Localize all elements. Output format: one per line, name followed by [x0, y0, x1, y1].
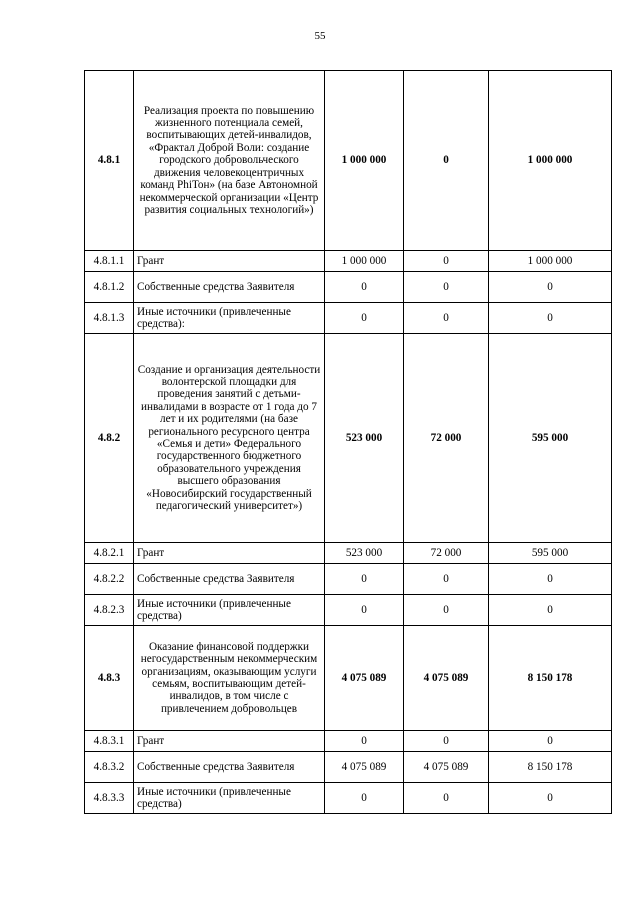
sub-row: [85, 272, 612, 303]
item-code: 4.8.1.2: [85, 272, 134, 303]
amount-col-1: 4 075 089: [325, 752, 404, 783]
item-code: 4.8.3: [85, 626, 134, 731]
sub-row: [85, 303, 612, 334]
amount-col-1: 1 000 000: [325, 71, 404, 251]
item-description: Собственные средства Заявителя: [134, 752, 325, 783]
sub-row: [85, 731, 612, 752]
item-description: Грант: [134, 251, 325, 272]
sub-row: [85, 752, 612, 783]
amount-col-2: 4 075 089: [404, 626, 489, 731]
amount-col-1: 0: [325, 272, 404, 303]
amount-col-1: 1 000 000: [325, 251, 404, 272]
amount-col-1: 0: [325, 303, 404, 334]
amount-col-2: 0: [404, 595, 489, 626]
amount-col-1: 523 000: [325, 543, 404, 564]
amount-col-2: 0: [404, 71, 489, 251]
item-code: 4.8.1.1: [85, 251, 134, 272]
amount-col-2: 0: [404, 783, 489, 814]
item-description: Собственные средства Заявителя: [134, 272, 325, 303]
sub-row: [85, 251, 612, 272]
item-code: 4.8.3.3: [85, 783, 134, 814]
amount-col-2: 0: [404, 303, 489, 334]
amount-col-1: 0: [325, 731, 404, 752]
sub-row: [85, 783, 612, 814]
item-description: Реализация проекта по повышению жизненного потенциала семей, воспитывающих детей-инвалидов, «Фрактал Доброй Воли: создание городского добровольческого движения человекоцентричных команд PhiТон» (на базе Автономной некоммерческой организации «Центр развития социальных технологий»): [134, 71, 325, 251]
amount-total: 0: [489, 272, 612, 303]
budget-table: [84, 70, 612, 814]
item-code: 4.8.3.2: [85, 752, 134, 783]
amount-total: 0: [489, 783, 612, 814]
item-description: Грант: [134, 543, 325, 564]
amount-total: 0: [489, 731, 612, 752]
item-description: Собственные средства Заявителя: [134, 564, 325, 595]
item-code: 4.8.3.1: [85, 731, 134, 752]
amount-total: 0: [489, 303, 612, 334]
amount-total: 0: [489, 595, 612, 626]
amount-col-1: 523 000: [325, 334, 404, 543]
sub-row: [85, 564, 612, 595]
item-description: Иные источники (привлеченные средства): [134, 595, 325, 626]
item-code: 4.8.1: [85, 71, 134, 251]
amount-col-2: 4 075 089: [404, 752, 489, 783]
amount-col-2: 72 000: [404, 334, 489, 543]
page-number: 55: [314, 30, 326, 42]
item-code: 4.8.2.2: [85, 564, 134, 595]
amount-col-2: 0: [404, 564, 489, 595]
item-description: Иные источники (привлеченные средства): [134, 783, 325, 814]
sub-row: [85, 595, 612, 626]
amount-col-2: 0: [404, 731, 489, 752]
amount-total: 8 150 178: [489, 626, 612, 731]
amount-total: 1 000 000: [489, 71, 612, 251]
amount-total: 1 000 000: [489, 251, 612, 272]
amount-col-1: 4 075 089: [325, 626, 404, 731]
amount-col-1: 0: [325, 783, 404, 814]
amount-col-1: 0: [325, 595, 404, 626]
item-code: 4.8.2.3: [85, 595, 134, 626]
budget-table-body: [85, 71, 612, 814]
item-description: Иные источники (привлеченные средства):: [134, 303, 325, 334]
sub-row: [85, 543, 612, 564]
item-description: Оказание финансовой поддержки негосударственным некоммерческим организациям, оказывающим услуги семьям, воспитывающим детей-инвалидов, в том числе с привлечением добровольцев: [134, 626, 325, 731]
amount-col-2: 0: [404, 272, 489, 303]
amount-total: 595 000: [489, 543, 612, 564]
amount-col-1: 0: [325, 564, 404, 595]
section-row: [85, 71, 612, 251]
section-row: [85, 626, 612, 731]
item-description: Грант: [134, 731, 325, 752]
amount-total: 0: [489, 564, 612, 595]
section-row: [85, 334, 612, 543]
item-code: 4.8.2: [85, 334, 134, 543]
amount-total: 595 000: [489, 334, 612, 543]
item-description: Создание и организация деятельности волонтерской площадки для проведения занятий с детьми-инвалидами в возрасте от 1 года до 7 лет и их родителями (на базе регионального ресурсного центра «Семья и дети» Федерального государственного бюджетного образовательного учреждения высшего образования «Новосибирский государственный педагогический университет»): [134, 334, 325, 543]
item-code: 4.8.2.1: [85, 543, 134, 564]
item-code: 4.8.1.3: [85, 303, 134, 334]
amount-col-2: 72 000: [404, 543, 489, 564]
amount-col-2: 0: [404, 251, 489, 272]
amount-total: 8 150 178: [489, 752, 612, 783]
